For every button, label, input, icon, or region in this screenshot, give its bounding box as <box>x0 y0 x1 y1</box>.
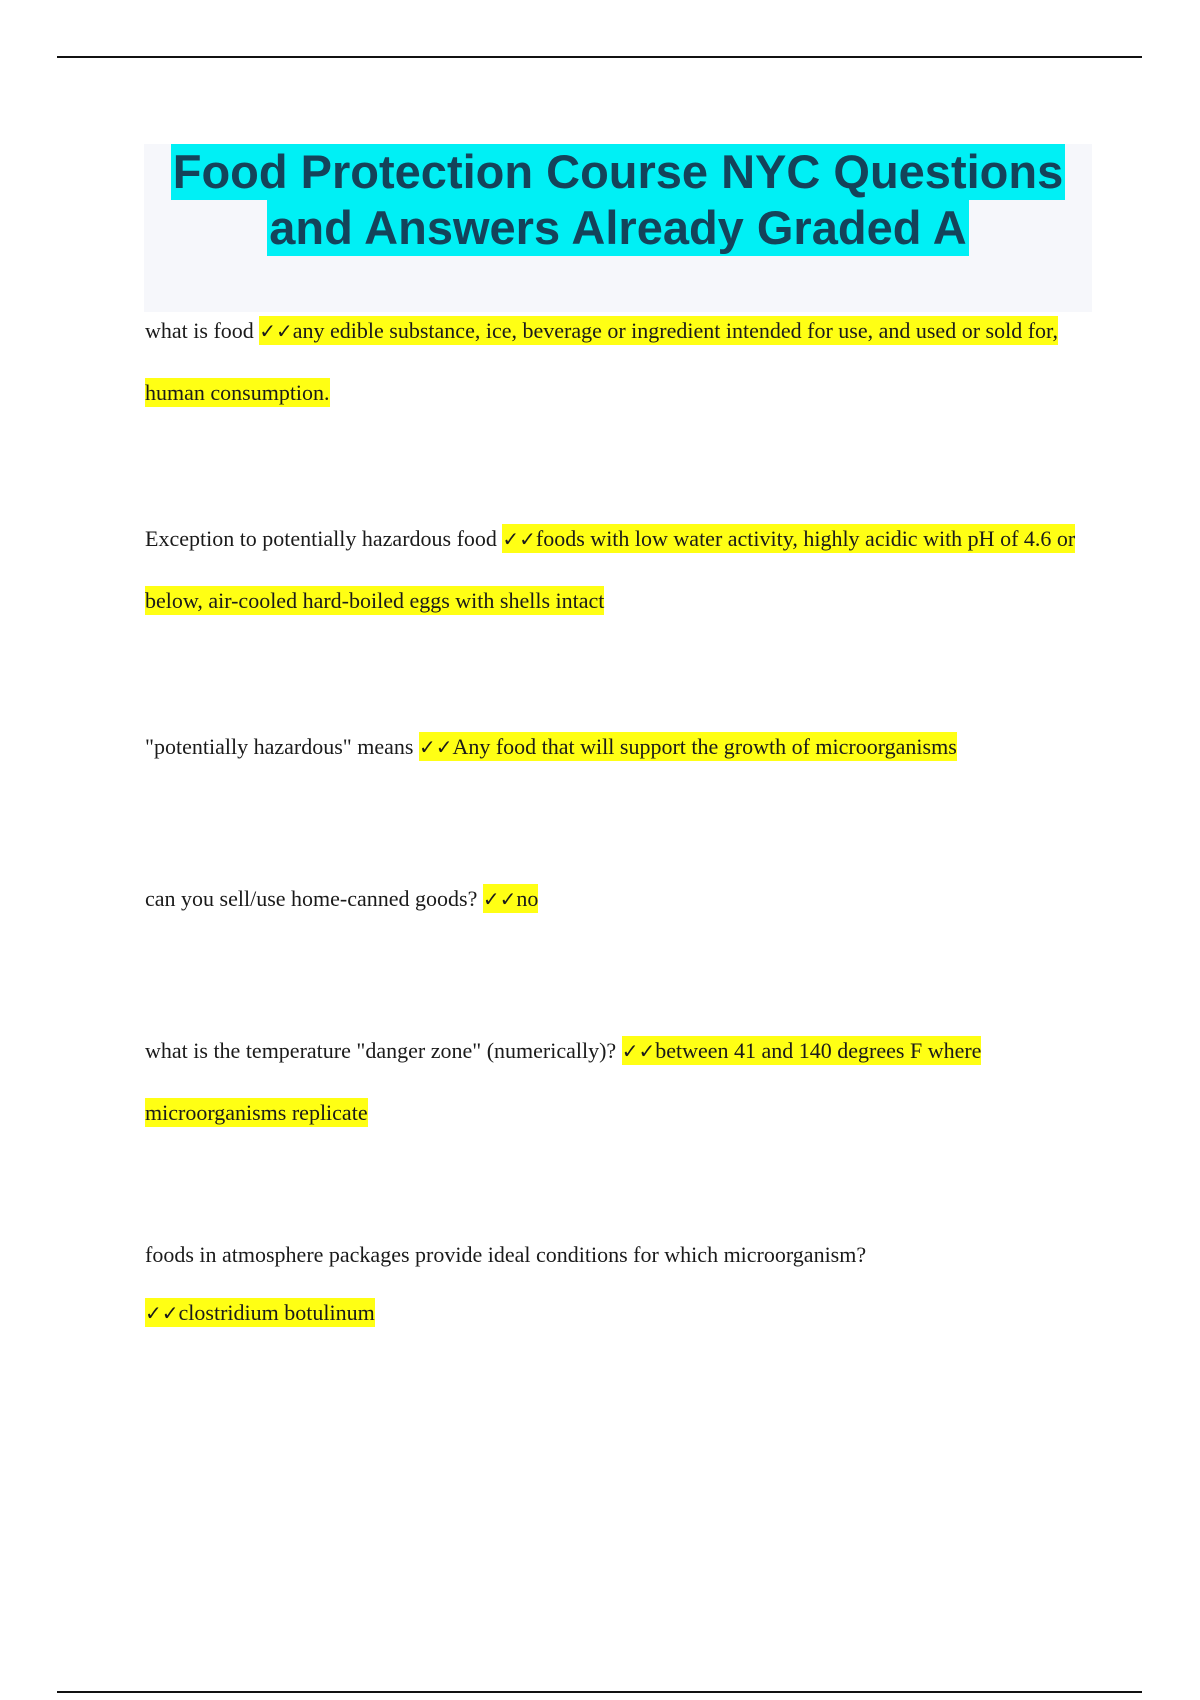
answer-text: foods with low water activity, highly acidic with pH of 4.6 or below, air-cooled hard-boiled eggs with shells intact <box>145 526 1076 613</box>
check-mark-icon: ✓✓ <box>418 735 453 759</box>
header-rule <box>57 56 1142 58</box>
document-title-line-2: and Answers Already Graded A <box>269 201 967 254</box>
check-mark-icon: ✓✓ <box>259 319 293 343</box>
check-mark-icon: ✓✓ <box>145 1301 179 1325</box>
question-text: can you sell/use home-canned goods? <box>145 886 478 911</box>
qa-item <box>145 868 1085 930</box>
answer-text: between 41 and 140 degrees F where microorganisms replicate <box>145 1038 982 1125</box>
footer-rule <box>57 1691 1142 1693</box>
question-text: what is the temperature "danger zone" (numerically)? <box>145 1038 617 1063</box>
answer-highlight <box>419 732 957 761</box>
title-block <box>144 144 1092 312</box>
answer-text: any edible substance, ice, beverage or ingredient intended for use, and used or sold for, human consumption. <box>145 318 1058 405</box>
answer-highlight <box>145 316 1058 407</box>
answer-highlight <box>483 884 539 913</box>
question-text: Exception to potentially hazardous food <box>145 526 497 551</box>
document-title-line-1: Food Protection Course NYC Questions <box>172 145 1064 198</box>
check-mark-icon: ✓✓ <box>621 1039 656 1063</box>
answer-text: Any food that will support the growth of microorganisms <box>452 734 957 759</box>
qa-item <box>145 716 1085 778</box>
qa-item <box>145 300 1085 423</box>
answer-text: clostridium botulinum <box>178 1300 375 1325</box>
answer-text: no <box>516 886 539 911</box>
qa-item <box>145 1226 1085 1342</box>
question-text: what is food <box>145 318 254 343</box>
qa-item <box>145 508 1085 631</box>
question-text: foods in atmosphere packages provide ideal conditions for which microorganism? <box>145 1242 867 1267</box>
check-mark-icon: ✓✓ <box>482 887 517 911</box>
question-text: "potentially hazardous" means <box>145 734 414 759</box>
qa-item <box>145 1020 1085 1143</box>
answer-highlight <box>145 1298 375 1327</box>
check-mark-icon: ✓✓ <box>502 527 536 551</box>
